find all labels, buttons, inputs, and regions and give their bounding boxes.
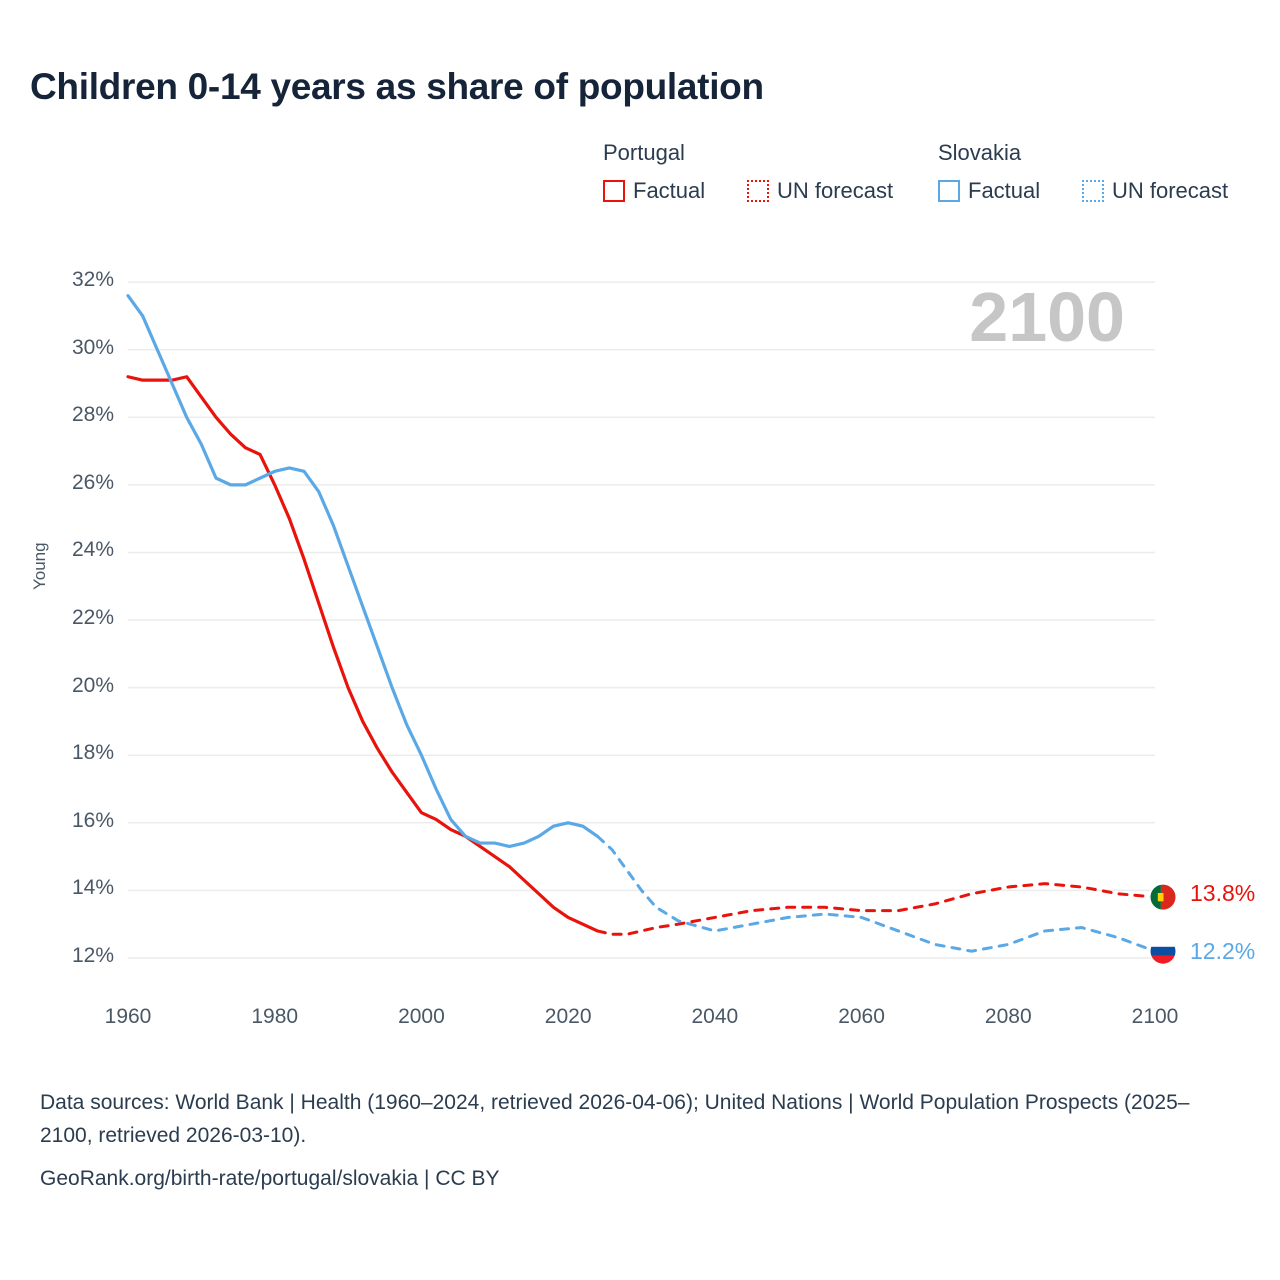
marker-slovakia-flag-icon [1150, 938, 1176, 964]
legend-item-label: Factual [633, 178, 706, 203]
x-axis-tick-label: 2040 [691, 1005, 739, 1028]
page-title: Children 0-14 years as share of population [30, 66, 764, 107]
y-axis-tick-label: 14% [71, 876, 114, 900]
y-axis-tick-label: 30% [71, 335, 114, 359]
x-axis-tick-label: 2060 [838, 1005, 885, 1028]
footer [40, 1086, 1200, 1195]
y-axis-tick-label: 26% [71, 470, 114, 494]
y-axis-tick-label: 18% [71, 741, 114, 765]
legend-entries [595, 172, 1255, 212]
x-axis-tick-label: 2000 [398, 1005, 445, 1028]
marker-portugal-flag-icon [1150, 884, 1176, 910]
legend-item-label: Factual [968, 178, 1041, 203]
line-slovakia-factual [128, 296, 597, 847]
y-axis-tick-label: 22% [71, 606, 114, 630]
x-axis-tick-label: 2080 [984, 1005, 1032, 1028]
legend-item-slovakia-forecast[interactable] [1082, 178, 1228, 204]
legend-item-label: UN forecast [1112, 178, 1229, 203]
y-axis-tick-label: 24% [71, 538, 114, 562]
legend-swatch-dotted-icon [747, 180, 769, 202]
y-axis-tick-label: 20% [71, 673, 114, 697]
y-axis-label: Young [30, 542, 49, 590]
x-axis-tick-label: 2020 [544, 1005, 592, 1028]
legend-swatch-solid-icon [603, 180, 625, 202]
x-axis-tick-label: 1980 [251, 1005, 299, 1028]
y-axis-tick-label: 16% [71, 808, 114, 832]
end-label-slovakia: 12.2% [1190, 938, 1256, 964]
line-slovakia-forecast [597, 836, 1155, 951]
legend-swatch-solid-icon [938, 180, 960, 202]
end-label-portugal: 13.8% [1190, 880, 1256, 906]
legend-group-slovakia: Slovakia [938, 140, 1022, 165]
footer-sources: Data sources: World Bank | Health (1960–2024, retrieved 2026-04-06); United Nations | World Population Prospects (2025–2100, retrieved 2026-03-10). [40, 1091, 1190, 1147]
end-markers [1150, 884, 1176, 964]
legend-item-portugal-forecast[interactable] [747, 178, 893, 204]
year-watermark: 2100 [969, 278, 1125, 356]
footer-credit: GeoRank.org/birth-rate/portugal/slovakia | CC BY [40, 1167, 500, 1190]
y-axis-tick-label: 32% [71, 268, 114, 292]
line-portugal-factual [128, 377, 597, 931]
y-axis-tick-label: 28% [71, 403, 114, 427]
chart-legend [595, 140, 1255, 212]
line-portugal-forecast [597, 884, 1155, 935]
y-axis-tick-label: 12% [71, 943, 114, 967]
gridlines [128, 282, 1155, 958]
legend-item-label: UN forecast [777, 178, 894, 203]
legend-group-headers [595, 140, 1255, 172]
legend-item-slovakia-factual[interactable] [938, 178, 1040, 204]
x-axis-tick-label: 2100 [1131, 1005, 1179, 1028]
legend-item-portugal-factual[interactable] [603, 178, 705, 204]
series-lines [128, 296, 1155, 952]
legend-group-portugal: Portugal [603, 140, 685, 165]
legend-swatch-dotted-icon [1082, 180, 1104, 202]
x-axis-tick-label: 1960 [104, 1005, 152, 1028]
